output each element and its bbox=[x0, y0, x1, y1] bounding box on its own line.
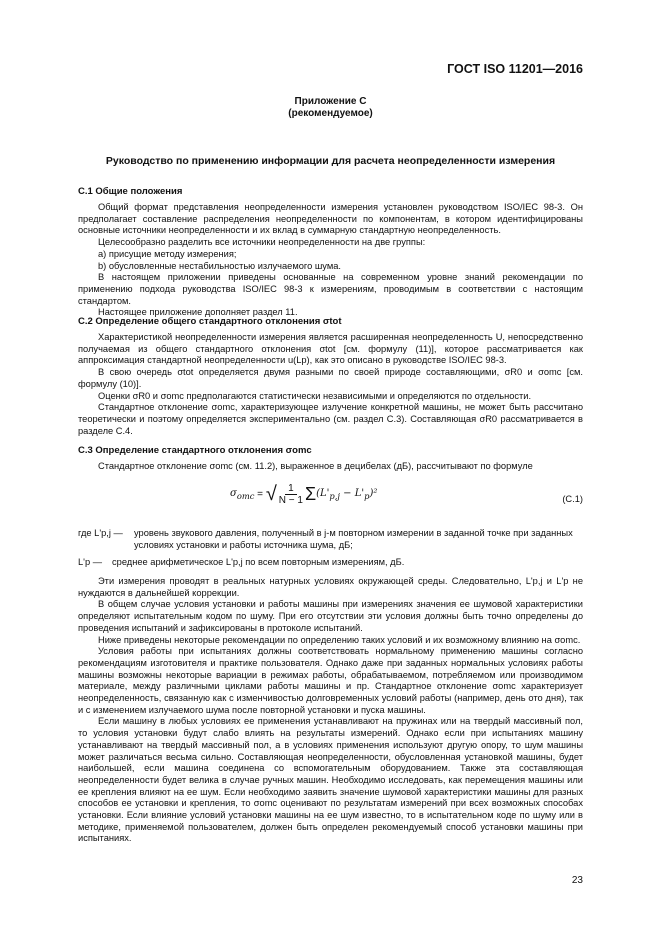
annex-title: Приложение С bbox=[294, 96, 367, 107]
paragraph: Эти измерения проводят в реальных натурных условиях окружающей среды. Следовательно, L'p,j и L'p не нуждаются в дальнейшей коррекции. bbox=[78, 576, 583, 598]
formula-definitions bbox=[78, 528, 583, 569]
standard-number: ГОСТ ISO 11201—2016 bbox=[447, 62, 583, 76]
definition-lp bbox=[78, 557, 583, 569]
section-c1-heading: С.1 Общие положения bbox=[78, 186, 183, 197]
paragraph: В общем случае условия установки и работы машины при измерениях значения ее шумовой характеристики определяют испытательным кодом по шуму. При его отсутствии эти условия должны быть точно определены до проведения испытаний и зафиксированы в протоколе испытаний. bbox=[78, 599, 583, 633]
definition-lpj bbox=[78, 528, 583, 551]
definition-symbol: где L'p,j — bbox=[78, 528, 123, 538]
paragraph: Целесообразно разделить все источники неопределенности на две группы: bbox=[98, 237, 426, 248]
formula-number: (С.1) bbox=[562, 494, 583, 504]
definition-text: уровень звукового давления, полученный в j-м повторном измерении в заданной точке при заданных условиях установки и работы источника шума, дБ; bbox=[134, 528, 573, 550]
paragraph: b) обусловленные нестабильностью излучаемого шума. bbox=[98, 260, 341, 271]
formula-sum: Σ bbox=[304, 484, 317, 504]
formula-c1: $\sigma_{omc}$ = √ $\frac{1}{N - 1}$ Σ $(L'_{p,j} - L'_p)^2$ bbox=[230, 483, 378, 506]
paragraph: Если машину в любых условиях ее применения устанавливают на пружинах или на твердый массивный пол, то условия установки будут слабо влиять на результаты измерений. Однако если при испытаниях машину устанавливают на твердый массивный пол, а в условиях применения используют другую опору, то шум машины может различаться весьма сильно. Составляющая неопределенности, обусловленная установкой машины, будет наибольшей, если машина соединена со вспомогательным оборудованием. Также эта составляющая неопределенности будет велика в случае ручных машин. Необходимо исследовать, как перемещения машины или ее крепления влияют на ее шум. Если необходимо заявить значение шумовой характеристики машины для разных способов ее установки и крепления, то σomc оценивают по результатам измерений при всех возможных способах установки. Если влияние условий установки машины на ее шум известно, то в испытательном коде по шуму или в методике, применяемой пользователем, должен быть определен рекомендуемый способ установки машины при испытаниях. bbox=[78, 716, 583, 844]
section-c3-intro bbox=[78, 461, 583, 473]
paragraph: Условия работы при испытаниях должны соответствовать нормальному применению машины согласно рекомендациям изготовителя и практике пользователя. Однако даже при заданных нормальных условиях работы машины возможны некоторые вариации в режимах работы, обрабатываемом, потребляемом или производимом материале, между различными циклами работы машины и пр. Стандартное отклонение σomc характеризует неопределенность, связанную как с изменчивостью долговременных условий работы (например, день ото дня), так и с изменением излучаемого шума после повторной установки и пуска машины. bbox=[78, 646, 583, 715]
definition-symbol: L'p — bbox=[78, 557, 102, 568]
paragraph: Стандартное отклонение σomc (см. 11.2), выраженное в децибелах (дБ), рассчитывают по формуле bbox=[98, 461, 533, 471]
section-c1-body bbox=[78, 202, 583, 319]
annex-status: (рекомендуемое) bbox=[288, 108, 373, 119]
paragraph: Настоящее приложение дополняет раздел 11. bbox=[98, 307, 298, 318]
document-title: Руководство по применению информации для расчета неопределенности измерения bbox=[105, 155, 556, 167]
definition-text: среднее арифметическое L'p,j по всем повторным измерениям, дБ. bbox=[112, 557, 405, 568]
paragraph: В настоящем приложении приведены основанные на современном уровне знаний рекомендации по применению подхода руководства ISO/IEC 98-3 к измерениям, проводимым в соответствии с настоящим стандартом. bbox=[78, 272, 583, 306]
formula-sigma-omc: $\sigma_{omc}$ bbox=[230, 488, 255, 501]
formula-sqrt: √ bbox=[265, 483, 277, 505]
paragraph: Характеристикой неопределенности измерения является расширенная неопределенность U, непосредственно получаемая из общего стандартного отклонения σtot [см. формулу (11)], которое рассматривается как аппроксимация стандартной неопределенности u(Lp), как это описано в руководстве ISO/IEC 98-3. bbox=[78, 332, 583, 366]
paragraph: Общий формат представления неопределенности измерения установлен руководством ISO/IEC 98-3. Он предполагает составление распределения неопределенности по компонентам, в котором идентифицированы основные источники неопределенности и их вклад в суммарную стандартную неопределенность. bbox=[78, 202, 583, 236]
page-number: 23 bbox=[571, 875, 583, 886]
formula-term: $(L'_{p,j} - L'_p)^2$ bbox=[316, 488, 378, 501]
paragraph: Оценки σR0 и σomc предполагаются статистически независимыми и определяются по отдельности. bbox=[98, 390, 532, 401]
paragraph: Ниже приведены некоторые рекомендации по определению таких условий и их возможному влиянию на σomc. bbox=[98, 634, 581, 645]
paragraph: В свою очередь σtot определяется двумя разными по своей природе составляющими, σR0 и σomc [см. формулу (10)]. bbox=[78, 367, 583, 389]
paragraph: Стандартное отклонение σomc, характеризующее излучение конкретной машины, не может быть рассчитано теоретически и поэтому определяется экспериментально (см. раздел С.3). Составляющая σR0 рассматривается в разделе С.4. bbox=[78, 402, 583, 436]
section-c3-body bbox=[78, 576, 583, 845]
formula-fraction: $\frac{1}{N - 1}$ bbox=[278, 483, 303, 506]
section-c2-heading: С.2 Определение общего стандартного отклонения σtot bbox=[78, 316, 342, 327]
paragraph: a) присущие методу измерения; bbox=[98, 248, 237, 259]
section-c2-body bbox=[78, 332, 583, 437]
section-c3-heading: С.3 Определение стандартного отклонения σomc bbox=[78, 445, 312, 456]
